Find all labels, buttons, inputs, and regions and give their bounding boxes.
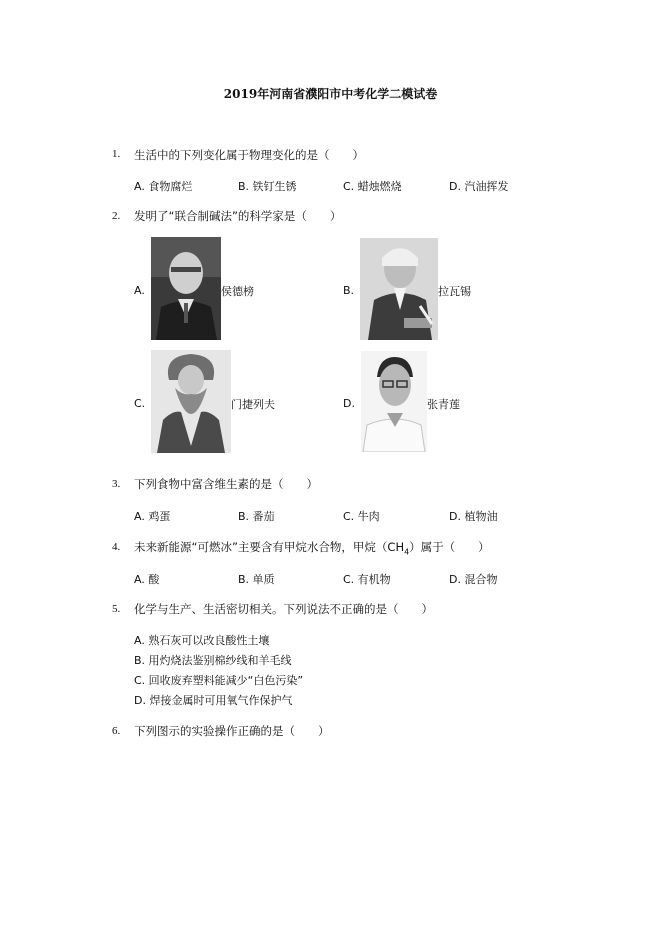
- question-text: 下列图示的实验操作正确的是（ ）: [134, 724, 330, 738]
- portrait-zhang-qinglian[interactable]: [361, 351, 427, 452]
- option-b[interactable]: B. 单质: [238, 573, 275, 586]
- option-b[interactable]: B. 铁钉生锈: [238, 180, 297, 193]
- option-b[interactable]: B. 用灼烧法鉴别棉纱线和羊毛线: [134, 654, 292, 667]
- option-d[interactable]: D. 植物油: [449, 510, 498, 523]
- option-b-label: B.: [343, 284, 355, 297]
- option-d[interactable]: D. 焊接金属时可用氧气作保护气: [134, 694, 293, 707]
- question-number: 2.: [112, 210, 121, 222]
- option-d[interactable]: D. 混合物: [449, 573, 498, 586]
- scientist-name: 张青莲: [427, 398, 460, 411]
- portrait-mendeleev[interactable]: [151, 350, 231, 453]
- question-number: 4.: [112, 541, 121, 553]
- question-number: 1.: [112, 148, 121, 160]
- question-text: 下列食物中富含维生素的是（ ）: [134, 477, 318, 491]
- option-c[interactable]: C. 有机物: [343, 573, 391, 586]
- option-a[interactable]: A. 鸡蛋: [134, 510, 171, 523]
- exam-title: 2019年河南省濮阳市中考化学二模试卷: [223, 87, 438, 101]
- option-c-label: C.: [134, 397, 146, 410]
- scientist-name: 侯德榜: [221, 285, 254, 298]
- question-text: 未来新能源“可燃冰”主要含有甲烷水合物，甲烷$(CH_4)$属于（ ）: [134, 540, 490, 557]
- scientist-name: 门捷列夫: [231, 398, 275, 411]
- option-d[interactable]: D. 汽油挥发: [449, 180, 509, 193]
- option-c[interactable]: C. 牛肉: [343, 510, 380, 523]
- question-number: 6.: [112, 725, 121, 737]
- question-number: 3.: [112, 478, 121, 490]
- option-c[interactable]: C. 蜡烛燃烧: [343, 180, 402, 193]
- option-c[interactable]: C. 回收废弃塑料能减少“白色污染”: [134, 674, 304, 687]
- question-text: 化学与生产、生活密切相关。下列说法不正确的是（ ）: [134, 602, 433, 616]
- question-text: 生活中的下列变化属于物理变化的是（ ）: [134, 148, 364, 162]
- scientist-name: 拉瓦锡: [438, 285, 471, 298]
- option-a[interactable]: A. 酸: [134, 573, 160, 586]
- option-a[interactable]: A. 熟石灰可以改良酸性土壤: [134, 634, 270, 647]
- portrait-lavoisier[interactable]: [360, 238, 438, 340]
- option-a-label: A.: [134, 284, 145, 297]
- portrait-hou-debang[interactable]: [151, 237, 221, 340]
- question-number: 5.: [112, 603, 121, 615]
- question-text: 发明了“联合制碱法”的科学家是（ ）: [134, 209, 342, 223]
- option-a[interactable]: A. 食物腐烂: [134, 180, 193, 193]
- option-b[interactable]: B. 番茄: [238, 510, 275, 523]
- option-d-label: D.: [343, 397, 355, 410]
